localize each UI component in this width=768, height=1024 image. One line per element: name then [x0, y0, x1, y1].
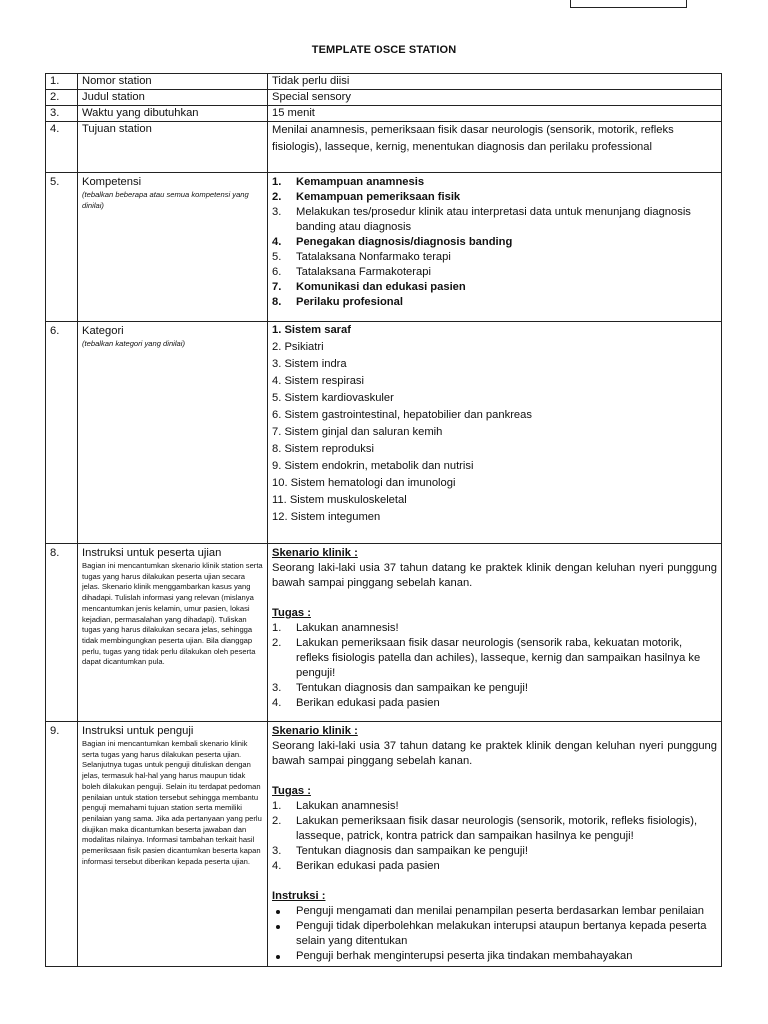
instructions-heading: Instruksi :: [272, 890, 326, 902]
header-box: [570, 0, 687, 8]
list-item: 4. Penegakan diagnosis/diagnosis banding: [272, 236, 513, 248]
table-row: [46, 322, 722, 544]
row-value: Special sensory: [268, 90, 722, 106]
examiner-instructions-cell: [268, 722, 722, 967]
row-number: 2.: [46, 90, 78, 106]
table-row: [46, 722, 722, 967]
list-item: 5. Tatalaksana Nonfarmako terapi: [272, 251, 451, 263]
list-item: 5. Sistem kardiovaskuler: [272, 392, 394, 404]
osce-table: [45, 73, 722, 967]
list-item: 4. Berikan edukasi pada pasien: [272, 697, 440, 709]
row-value: Menilai anamnesis, pemeriksaan fisik dasar neurologis (sensorik, motorik, refleks fisiologis), lasseque, kernig, menentukan diagnosis dan perilaku professional: [268, 122, 722, 173]
list-item: 8. Sistem reproduksi: [272, 443, 374, 455]
row-number: 1.: [46, 74, 78, 90]
task-list: [272, 621, 717, 711]
row-label: Instruksi untuk penguji: [82, 725, 194, 737]
row-label: Instruksi untuk peserta ujian: [82, 547, 222, 559]
table-row: [46, 544, 722, 722]
row-label: Judul station: [78, 90, 268, 106]
tasks-heading: Tugas :: [272, 785, 311, 797]
row-number: 3.: [46, 106, 78, 122]
list-item: 1. Lakukan anamnesis!: [272, 800, 399, 812]
list-item: 9. Sistem endokrin, metabolik dan nutrisi: [272, 460, 474, 472]
list-item: 1. Lakukan anamnesis!: [272, 622, 399, 634]
table-row: [46, 90, 722, 106]
row-note: Bagian ini mencantumkan skenario klinik station serta tugas yang harus dilakukan peserta ujian secara jelas. Skenario klinik menggambarkan kasus yang dihadapi. Tulislah informasi yang relevan (mislanya mencantumkan jenis kelamin, umur pasien, lokasi kejadian, permasalahan yang dihadapi). Tuliskan tugas yang harus dilakukan secara jelas, sehingga tidak membingungkan peserta ujian. Bila dianggap perlu, tugas yang tidak perlu dilakukan oleh peserta dapat dicantumkan pula.: [82, 561, 263, 667]
table-row: [46, 122, 722, 173]
row-label: Kategori: [82, 325, 124, 337]
row-label: Waktu yang dibutuhkan: [78, 106, 268, 122]
row-label: Tujuan station: [78, 122, 268, 173]
row-value: 15 menit: [268, 106, 722, 122]
row-label-cell: [78, 722, 268, 967]
instruction-list: [272, 904, 717, 964]
list-item: Penguji tidak diperbolehkan melakukan interupsi ataupun bertanya kepada peserta selain yang ditentukan: [272, 919, 717, 949]
scenario-text: Seorang laki-laki usia 37 tahun datang ke praktek klinik dengan keluhan nyeri punggung bawah sampai pinggang sebelah kanan.: [272, 562, 717, 589]
row-number: 5.: [46, 173, 78, 322]
list-item: 10. Sistem hematologi dan imunologi: [272, 477, 456, 489]
list-item: 6. Tatalaksana Farmakoterapi: [272, 266, 431, 278]
task-list: [272, 799, 717, 874]
scenario-text: Seorang laki-laki usia 37 tahun datang ke praktek klinik dengan keluhan nyeri punggung bawah sampai pinggang sebelah kanan.: [272, 740, 717, 767]
list-item: 2. Lakukan pemeriksaan fisik dasar neurologis (sensorik, motorik, refleks fisiologis), lasseque, patrick, kontra patrick dan sampaikan hasilnya ke penguji!: [272, 815, 698, 842]
list-item: 3. Tentukan diagnosis dan sampaikan ke penguji!: [272, 682, 528, 694]
scenario-heading: Skenario klinik :: [272, 725, 358, 737]
competency-list-cell: [268, 173, 722, 322]
row-note: Bagian ini mencantumkan kembali skenario klinik serta tugas yang harus dilakukan peserta ujian. Selanjutnya tugas untuk penguji dituliskan dengan jelas, termasuk hal-hal yang harus maupun tidak boleh dilakukan penguji. Selain itu terdapat pedoman penilaian untuk station tersebut sehingga membantu penguji memahami tujuan station serta memiliki penilaian yang sama. Jika ada pertanyaan yang perlu diujikan maka dicantumkan beserta jawaban dan modalitas nilainya. Informasi tambahan terkait hasil pemeriksaan fisik pasien dicantumkan beserta kapan informasi tersebut diberikan kepada peserta ujian.: [82, 739, 262, 866]
list-item: 12. Sistem integumen: [272, 511, 381, 523]
list-item: 2. Kemampuan pemeriksaan fisik: [272, 191, 461, 203]
category-list-cell: [268, 322, 722, 544]
row-note: (tebalkan kategori yang dinilai): [82, 339, 185, 348]
list-item: 6. Sistem gastrointestinal, hepatobilier dan pankreas: [272, 409, 532, 421]
scenario-heading: Skenario klinik :: [272, 547, 358, 559]
list-item: Penguji berhak menginterupsi peserta jika tindakan membahayakan: [272, 949, 717, 964]
list-item: 4. Sistem respirasi: [272, 375, 365, 387]
participant-instructions-cell: [268, 544, 722, 722]
competency-list: [272, 175, 717, 310]
list-item: 2. Lakukan pemeriksaan fisik dasar neurologis (sensorik raba, kekuatan motorik, refleks fisiologis patella dan achiles), lasseque, kernig dan sampaikan hasilnya ke penguji!: [272, 637, 701, 679]
tasks-heading: Tugas :: [272, 607, 311, 619]
list-item: 7. Sistem ginjal dan saluran kemih: [272, 426, 443, 438]
row-number: 8.: [46, 544, 78, 722]
row-label: Nomor station: [78, 74, 268, 90]
list-item: 3. Melakukan tes/prosedur klinik atau interpretasi data untuk menunjang diagnosis banding atau diagnosis: [272, 206, 691, 233]
list-item: 4. Berikan edukasi pada pasien: [272, 860, 440, 872]
table-row: [46, 74, 722, 90]
document-title: TEMPLATE OSCE STATION: [311, 44, 457, 56]
list-item: 3. Tentukan diagnosis dan sampaikan ke penguji!: [272, 845, 528, 857]
row-label: Kompetensi: [82, 176, 142, 188]
row-number: 6.: [46, 322, 78, 544]
row-label-cell: [78, 322, 268, 544]
list-item: 3. Sistem indra: [272, 358, 347, 370]
row-number: 9.: [46, 722, 78, 967]
list-item: 11. Sistem muskuloskeletal: [272, 494, 407, 506]
row-value: Tidak perlu diisi: [268, 74, 722, 90]
row-label-cell: [78, 544, 268, 722]
list-item: 1. Sistem saraf: [272, 324, 351, 336]
table-row: [46, 106, 722, 122]
row-label-cell: [78, 173, 268, 322]
table-row: [46, 173, 722, 322]
row-note: (tebalkan beberapa atau semua kompetensi yang dinilai): [82, 190, 249, 210]
row-number: 4.: [46, 122, 78, 173]
list-item: 8. Perilaku profesional: [272, 296, 403, 308]
list-item: 2. Psikiatri: [272, 341, 324, 353]
list-item: 7. Komunikasi dan edukasi pasien: [272, 281, 466, 293]
list-item: Penguji mengamati dan menilai penampilan peserta berdasarkan lembar penilaian: [272, 904, 717, 919]
list-item: 1. Kemampuan anamnesis: [272, 176, 425, 188]
